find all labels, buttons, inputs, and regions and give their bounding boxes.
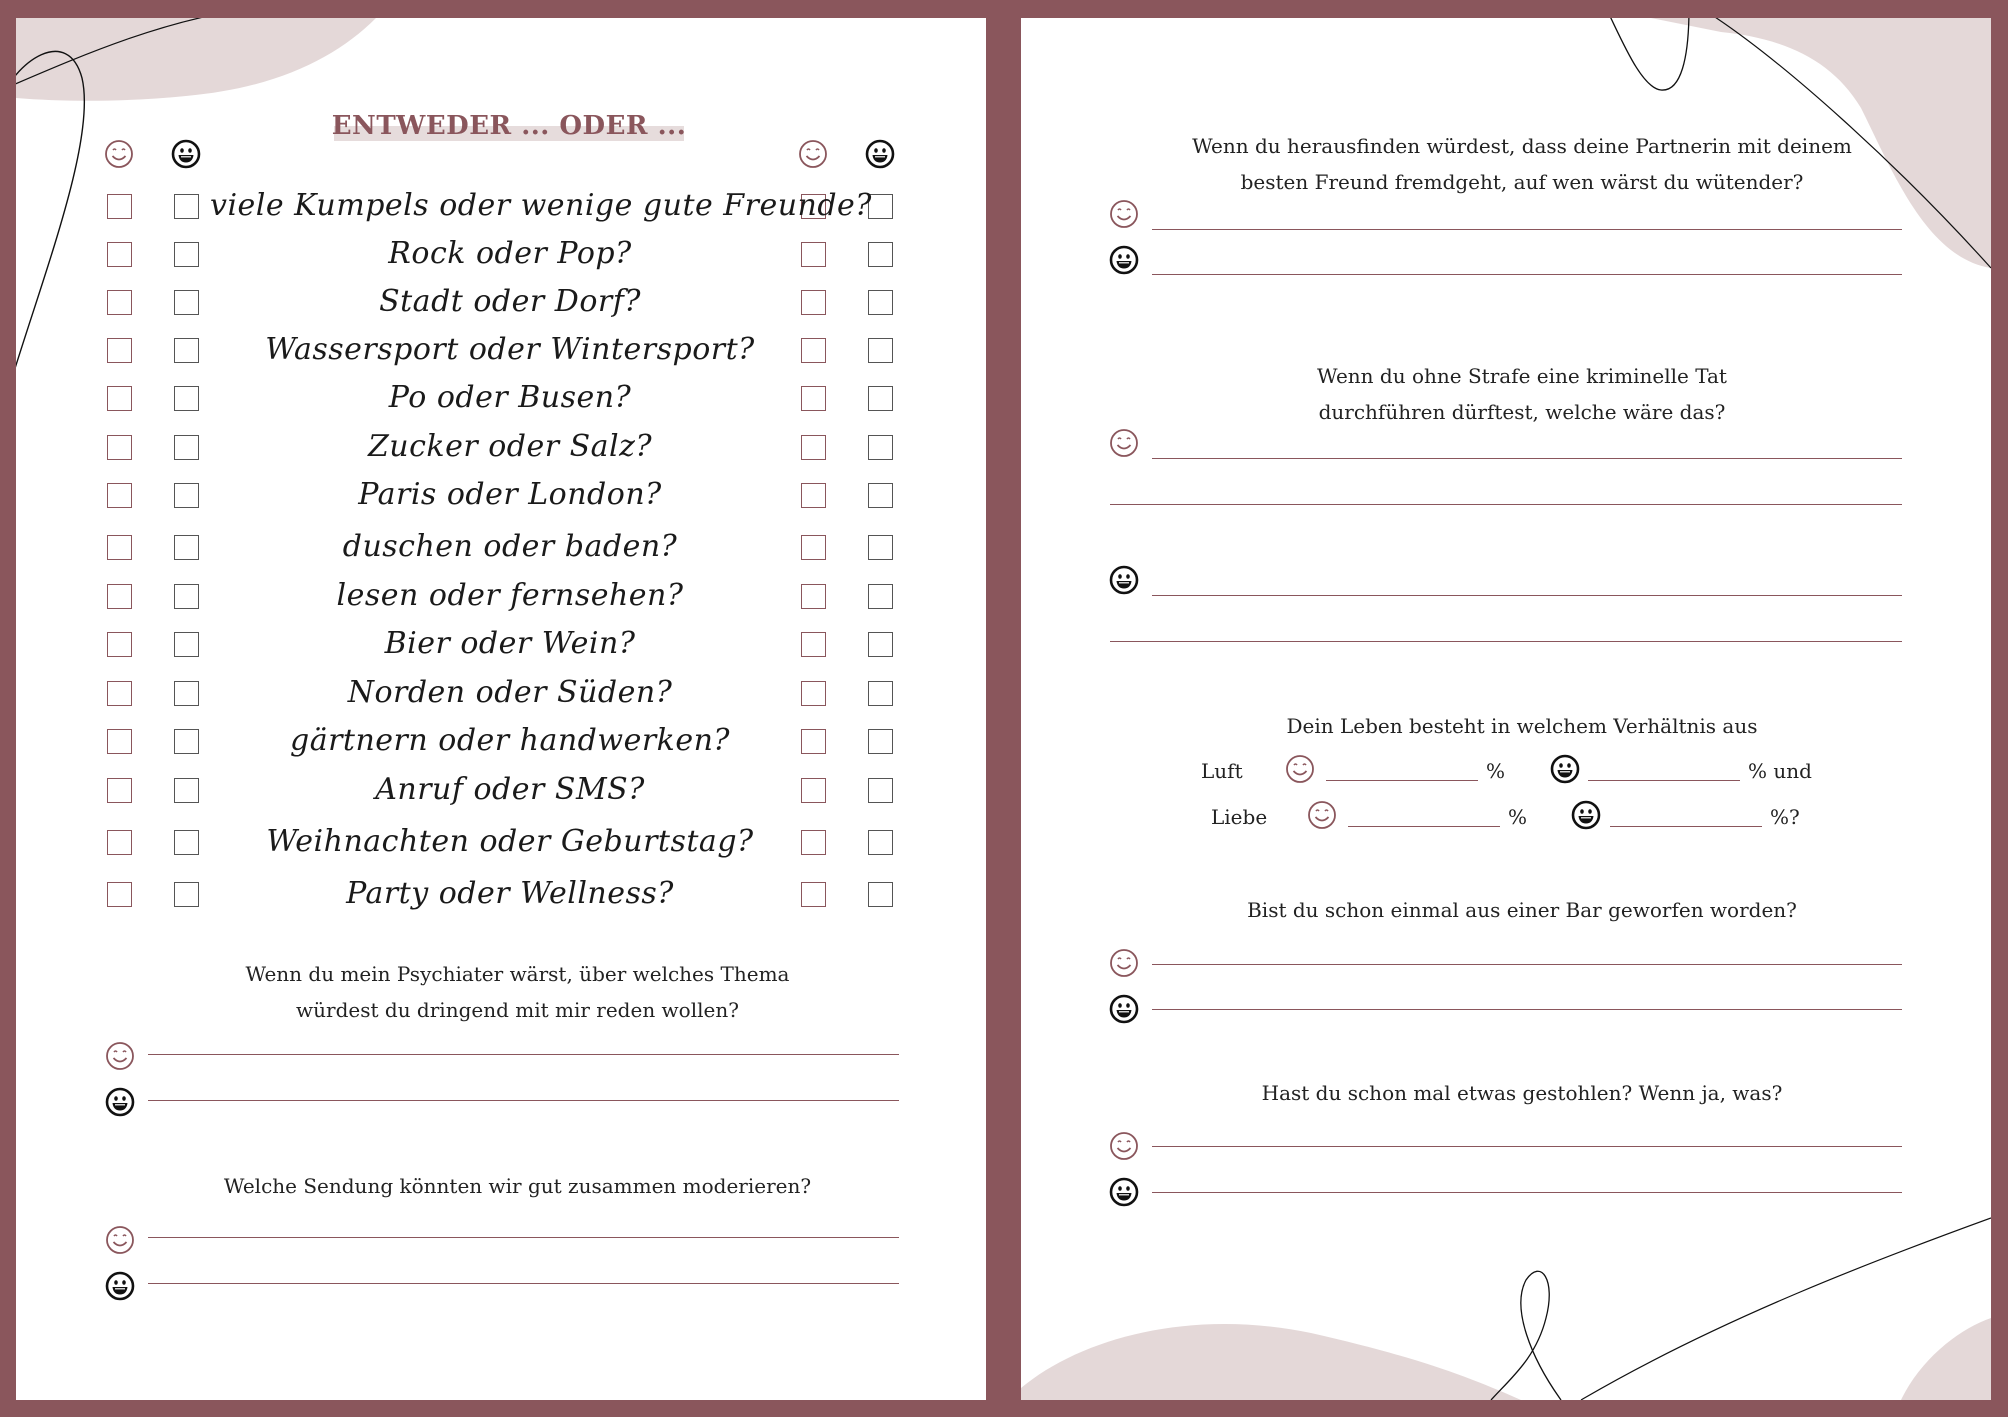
choice-checkbox[interactable] — [868, 729, 893, 754]
choice-item: viele Kumpels oder wenige gute Freunde? — [210, 188, 872, 223]
sendung-question: Welche Sendung könnten wir gut zusammen moderieren? — [223, 1174, 812, 1198]
choice-checkbox[interactable] — [107, 435, 132, 460]
choice-checkbox[interactable] — [174, 778, 199, 803]
smiley-outline-icon — [104, 1040, 136, 1072]
choice-checkbox[interactable] — [174, 681, 199, 706]
choice-checkbox[interactable] — [107, 632, 132, 657]
percent-sign: % — [1508, 805, 1528, 829]
choice-checkbox[interactable] — [107, 338, 132, 363]
smiley-outline-icon — [1306, 799, 1338, 831]
choice-checkbox[interactable] — [107, 290, 132, 315]
smiley-outline-icon — [1284, 753, 1316, 785]
choice-checkbox[interactable] — [107, 778, 132, 803]
choice-checkbox[interactable] — [174, 535, 199, 560]
smiley-bold-icon — [1108, 244, 1140, 276]
choice-checkbox[interactable] — [174, 338, 199, 363]
psychiater-question: Wenn du mein Psychiater wärst, über welches Thema würdest du dringend mit mir reden wollen? — [245, 962, 790, 1022]
smiley-bold-icon — [170, 138, 202, 170]
choice-checkbox[interactable] — [868, 338, 893, 363]
choice-checkbox[interactable] — [174, 242, 199, 267]
bar-question: Bist du schon einmal aus einer Bar geworfen worden? — [1247, 898, 1797, 922]
choice-checkbox[interactable] — [107, 681, 132, 706]
ratio-input[interactable] — [1610, 826, 1762, 827]
percent-und: % und — [1748, 759, 1812, 783]
choice-checkbox[interactable] — [107, 242, 132, 267]
smiley-outline-icon — [1108, 198, 1140, 230]
ratio-label-liebe: Liebe — [1211, 805, 1268, 829]
answer-line[interactable] — [148, 1054, 899, 1055]
choice-checkbox[interactable] — [174, 882, 199, 907]
choice-checkbox[interactable] — [107, 535, 132, 560]
answer-line[interactable] — [1110, 641, 1902, 642]
choice-checkbox[interactable] — [174, 483, 199, 508]
choice-item: Norden oder Süden? — [347, 675, 673, 710]
smiley-bold-icon — [1549, 753, 1581, 785]
smiley-outline-icon — [797, 138, 829, 170]
ratio-input[interactable] — [1348, 826, 1500, 827]
answer-line[interactable] — [1152, 229, 1902, 230]
choice-checkbox[interactable] — [174, 194, 199, 219]
choice-checkbox[interactable] — [174, 729, 199, 754]
choice-item: Party oder Wellness? — [346, 876, 674, 911]
choice-item: Bier oder Wein? — [384, 626, 636, 661]
stolen-question: Hast du schon mal etwas gestohlen? Wenn ja, was? — [1261, 1081, 1783, 1105]
smiley-outline-icon — [103, 138, 135, 170]
choice-checkbox[interactable] — [868, 535, 893, 560]
choice-checkbox[interactable] — [107, 386, 132, 411]
choice-item: gärtnern oder handwerken? — [290, 723, 730, 758]
choice-checkbox[interactable] — [174, 290, 199, 315]
partner-question: Wenn du herausfinden würdest, dass deine Partnerin mit deinem besten Freund fremdgeht, auf wen wärst du wütender? — [1192, 134, 1852, 194]
choice-checkbox[interactable] — [107, 729, 132, 754]
choice-item: Rock oder Pop? — [388, 236, 632, 271]
choice-checkbox[interactable] — [107, 584, 132, 609]
answer-line[interactable] — [1152, 595, 1902, 596]
ratio-input[interactable] — [1326, 780, 1478, 781]
choice-checkbox[interactable] — [107, 194, 132, 219]
answer-line[interactable] — [1110, 504, 1902, 505]
smiley-bold-icon — [104, 1270, 136, 1302]
smiley-bold-icon — [1108, 564, 1140, 596]
crime-question: Wenn du ohne Strafe eine kriminelle Tat durchführen dürftest, welche wäre das? — [1317, 364, 1727, 424]
choice-checkbox[interactable] — [107, 830, 132, 855]
smiley-bold-icon — [1108, 993, 1140, 1025]
choice-item: Paris oder London? — [358, 477, 662, 512]
left-page — [16, 18, 986, 1400]
choice-item: duschen oder baden? — [342, 529, 678, 564]
answer-line[interactable] — [1152, 458, 1902, 459]
answer-line[interactable] — [148, 1237, 899, 1238]
answer-line[interactable] — [1152, 274, 1902, 275]
smiley-bold-icon — [104, 1086, 136, 1118]
ratio-heading: Dein Leben besteht in welchem Verhältnis aus — [1286, 714, 1758, 738]
choice-checkbox[interactable] — [174, 632, 199, 657]
smiley-outline-icon — [1108, 427, 1140, 459]
choice-checkbox[interactable] — [868, 242, 893, 267]
answer-line[interactable] — [148, 1283, 899, 1284]
answer-line[interactable] — [1152, 1192, 1902, 1193]
smiley-outline-icon — [1108, 947, 1140, 979]
percent-sign: % — [1486, 759, 1506, 783]
answer-line[interactable] — [1152, 964, 1902, 965]
choice-item: Weihnachten oder Geburtstag? — [266, 824, 754, 859]
smiley-bold-icon — [1570, 799, 1602, 831]
ratio-label-luft: Luft — [1201, 759, 1243, 783]
right-page — [1021, 18, 1991, 1400]
choice-checkbox[interactable] — [868, 681, 893, 706]
answer-line[interactable] — [148, 1100, 899, 1101]
smiley-outline-icon — [104, 1224, 136, 1256]
choice-item: Zucker oder Salz? — [367, 429, 653, 464]
choice-item: lesen oder fernsehen? — [336, 578, 684, 613]
choice-checkbox[interactable] — [107, 483, 132, 508]
choice-checkbox[interactable] — [868, 483, 893, 508]
ratio-input[interactable] — [1588, 780, 1740, 781]
choice-checkbox[interactable] — [174, 386, 199, 411]
section-title: ENTWEDER ... ODER ... — [331, 111, 687, 141]
choice-checkbox[interactable] — [868, 830, 893, 855]
answer-line[interactable] — [1152, 1146, 1902, 1147]
answer-line[interactable] — [1152, 1009, 1902, 1010]
choice-item: Anruf oder SMS? — [375, 772, 645, 807]
choice-item: Stadt oder Dorf? — [379, 284, 641, 319]
choice-checkbox[interactable] — [868, 882, 893, 907]
choice-checkbox[interactable] — [868, 435, 893, 460]
choice-checkbox[interactable] — [868, 632, 893, 657]
choice-checkbox[interactable] — [868, 778, 893, 803]
choice-checkbox[interactable] — [868, 290, 893, 315]
choice-checkbox[interactable] — [868, 584, 893, 609]
choice-item: Po oder Busen? — [388, 380, 632, 415]
choice-checkbox[interactable] — [174, 584, 199, 609]
choice-item: Wassersport oder Wintersport? — [265, 332, 755, 367]
choice-checkbox[interactable] — [868, 386, 893, 411]
choice-checkbox[interactable] — [174, 435, 199, 460]
percent-question: %? — [1770, 805, 1800, 829]
choice-checkbox[interactable] — [174, 830, 199, 855]
choice-checkbox[interactable] — [107, 882, 132, 907]
smiley-outline-icon — [1108, 1130, 1140, 1162]
smiley-bold-icon — [1108, 1176, 1140, 1208]
smiley-bold-icon — [864, 138, 896, 170]
